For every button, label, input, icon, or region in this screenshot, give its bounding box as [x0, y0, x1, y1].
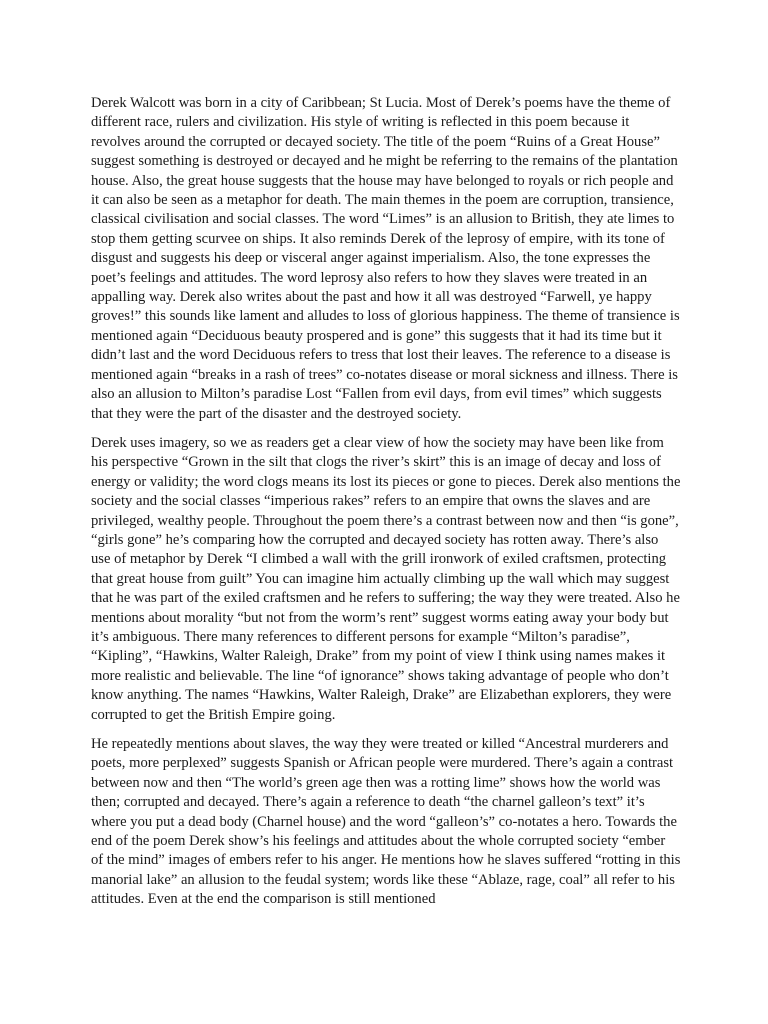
essay-body	[91, 94, 681, 920]
paragraph-3: He repeatedly mentions about slaves, the way they were treated or killed “Ancestral murderers and poets, more perplexed” suggests Spanish or African people were murdered. There’s again a contrast between now and then “The world’s green age then was a rotting lime” shows how the world was then; corrupted and decayed. There’s again a reference to death “the charnel galleon’s text” it’s where you put a dead body (Charnel house) and the word “galleon’s” co-notates a hero. Towards the end of the poem Derek show’s his feelings and attitudes about the whole corrupted society “ember of the mind” images of embers refer to his anger. He mentions how he slaves suffered “rotting in this manorial lake” an allusion to the feudal system; words like these “Ablaze, rage, coal” all refer to his attitudes. Even at the end the comparison is still mentioned	[91, 736, 681, 908]
paragraph-1: Derek Walcott was born in a city of Caribbean; St Lucia. Most of Derek’s poems have the theme of different race, rulers and civilization. His style of writing is reflected in this poem because it revolves around the corrupted or decayed society. The title of the poem “Ruins of a Great House” suggest something is destroyed or decayed and he might be referring to the remains of the plantation house. Also, the great house suggests that the house may have belonged to royals or rich people and it can also be seen as a metaphor for death. The main themes in the poem are corruption, transience, classical civilisation and social classes. The word “Limes” is an allusion to British, they ate limes to stop them getting scurvee on ships. It also reminds Derek of the leprosy of empire, with its tone of disgust and suggests his deep or visceral anger against imperialism. Also, the tone expresses the poet’s feelings and attitudes. The word leprosy also refers to how they slaves were treated in an appalling way. Derek also writes about the past and how it all was destroyed “Farwell, ye happy groves!” this sounds like lament and alludes to loss of glorious happiness. The theme of transience is mentioned again “Deciduous beauty prospered and is gone” this suggests that it had its time but it didn’t last and the word Deciduous refers to tress that lost their leaves. The reference to a disease is mentioned again “breaks in a rash of trees” co-notates disease or moral sickness and illness. There is also an allusion to Milton’s paradise Lost “Fallen from evil days, from evil times” which suggests that they were the part of the disaster and the destroyed society.	[91, 95, 680, 422]
paragraph-2: Derek uses imagery, so we as readers get a clear view of how the society may have been like from his perspective “Grown in the silt that clogs the river’s skirt” this is an image of decay and loss of energy or validity; the word clogs means its lost its pieces or gone to pieces. Derek also mentions the society and the social classes “imperious rakes” refers to an empire that owns the slaves and are privileged, wealthy people. Throughout the poem there’s a contrast between now and then “is gone”, “girls gone” he’s comparing how the corrupted and decayed society has rotten away. There’s also use of metaphor by Derek “I climbed a wall with the grill ironwork of exiled craftsmen, protecting that great house from guilt” You can imagine him actually climbing up the wall which may suggest that he was part of the exiled craftsmen and he refers to suffering; the way they were treated. Also he mentions about morality “but not from the worm’s rent” suggest worms eating away your body but it’s ambiguous. There many references to different persons for example “Milton’s paradise”, “Kipling”, “Hawkins, Walter Raleigh, Drake” from my point of view I think using names makes it more realistic and believable. The line “of ignorance” shows taking advantage of people who don’t know anything. The names “Hawkins, Walter Raleigh, Drake” are Elizabethan explorers, they were corrupted to get the British Empire going.	[91, 434, 681, 723]
